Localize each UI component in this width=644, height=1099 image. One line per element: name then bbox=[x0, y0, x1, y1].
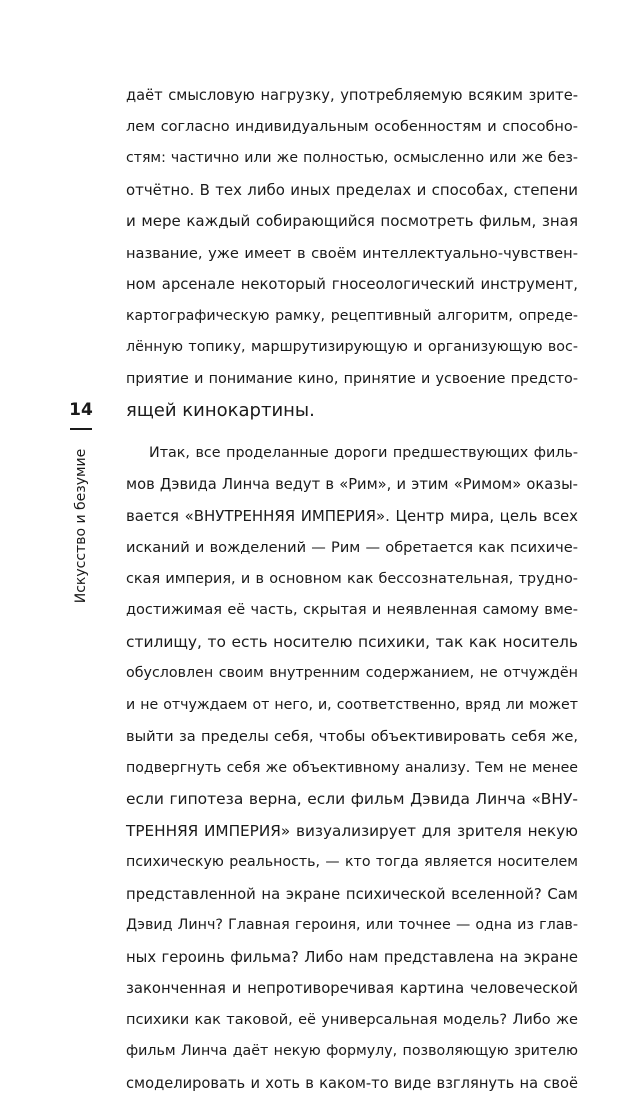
text-line: обусловлен своим внутренним содержанием, не отчуждён bbox=[126, 658, 578, 690]
text-line: выйти за пределы себя, чтобы объективировать себя же, bbox=[126, 721, 578, 753]
text-line: лённую топику, маршрутизирующую и организующую вос- bbox=[126, 332, 578, 364]
text-line: исканий и вожделений — Рим — обретается как психиче- bbox=[126, 532, 578, 564]
text-line: ящей кинокартины. bbox=[126, 395, 578, 427]
text-line: лем согласно индивидуальным особенностям и способно- bbox=[126, 112, 578, 144]
text-line: ТРЕННЯЯ ИМПЕРИЯ» визуализирует для зрителя некую bbox=[126, 816, 578, 848]
text-line: даёт смысловую нагрузку, употребляемую всяким зрите- bbox=[126, 80, 578, 112]
page-number: 14 bbox=[66, 400, 96, 420]
text-line: и не отчуждаем от него, и, соответственно, вряд ли может bbox=[126, 690, 578, 722]
text-line: достижимая её часть, скрытая и неявленная самому вме- bbox=[126, 595, 578, 627]
text-line: приятие и понимание кино, принятие и усвоение предсто- bbox=[126, 364, 578, 396]
text-line: мов Дэвида Линча ведут в «Рим», и этим «Римом» оказы- bbox=[126, 469, 578, 501]
text-line: ская империя, и в основном как бессознательная, трудно- bbox=[126, 564, 578, 596]
text-line: ных героинь фильма? Либо нам представлена на экране bbox=[126, 942, 578, 974]
text-line: Дэвид Линч? Главная героиня, или точнее — одна из глав- bbox=[126, 910, 578, 942]
text-line: название, уже имеет в своём интеллектуально-чувствен- bbox=[126, 238, 578, 270]
running-head: Искусство и безумие bbox=[73, 448, 89, 603]
body-text bbox=[126, 80, 578, 1099]
text-line: подвергнуть себя же объективному анализу. Тем не менее bbox=[126, 753, 578, 785]
text-line: представленной на экране психической вселенной? Сам bbox=[126, 879, 578, 911]
folio-rule bbox=[70, 428, 92, 430]
text-line: психическую реальность, — кто тогда является носителем bbox=[126, 847, 578, 879]
text-line: фильм Линча даёт некую формулу, позволяющую зрителю bbox=[126, 1036, 578, 1068]
text-line: и мере каждый собирающийся посмотреть фильм, зная bbox=[126, 206, 578, 238]
running-head-container bbox=[70, 443, 92, 608]
text-line: стям: частично или же полностью, осмысленно или же без- bbox=[126, 143, 578, 175]
text-line: картографическую рамку, рецептивный алгоритм, опреде- bbox=[126, 301, 578, 333]
text-line: законченная и непротиворечивая картина человеческой bbox=[126, 973, 578, 1005]
text-line: отчётно. В тех либо иных пределах и способах, степени bbox=[126, 175, 578, 207]
text-line: психики как таковой, её универсальная модель? Либо же bbox=[126, 1005, 578, 1037]
text-line: если гипотеза верна, если фильм Дэвида Линча «ВНУ- bbox=[126, 784, 578, 816]
text-line: смоделировать и хоть в каком-то виде взглянуть на своё bbox=[126, 1068, 578, 1099]
text-line: стилищу, то есть носителю психики, так как носитель bbox=[126, 627, 578, 659]
text-line: ном арсенале некоторый гносеологический инструмент, bbox=[126, 269, 578, 301]
text-line: вается «ВНУТРЕННЯЯ ИМПЕРИЯ». Центр мира, цель всех bbox=[126, 501, 578, 533]
paragraph-1 bbox=[126, 80, 578, 427]
paragraph-gap bbox=[126, 427, 578, 438]
text-line: Итак, все проделанные дороги предшествующих филь- bbox=[126, 438, 578, 470]
